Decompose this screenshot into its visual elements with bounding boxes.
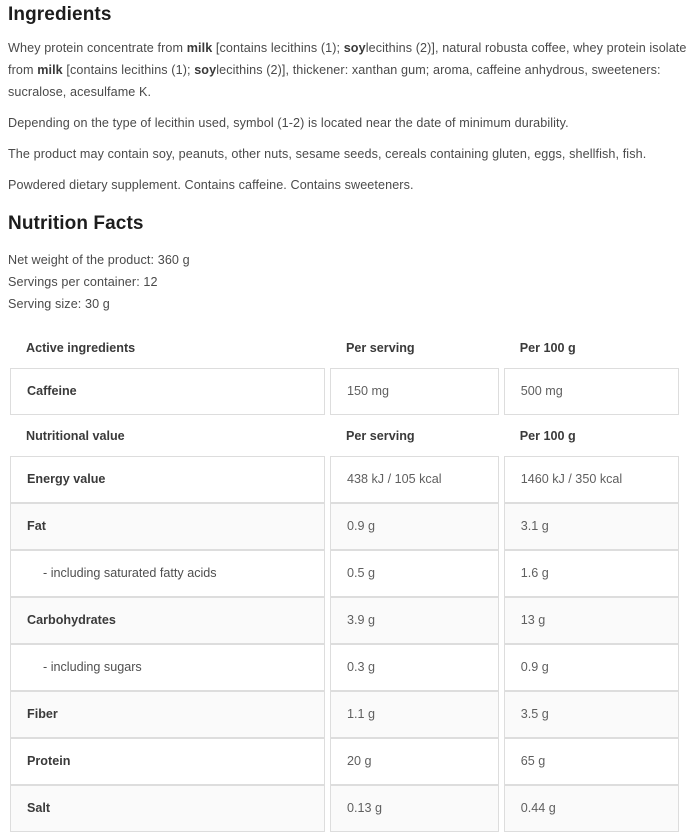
column-header-cell: Per serving xyxy=(330,415,499,456)
per-100g-cell: 3.1 g xyxy=(504,503,679,550)
per-100g-cell: 1460 kJ / 350 kcal xyxy=(504,456,679,503)
per-100g-cell: 3.5 g xyxy=(504,691,679,738)
allergen-emphasis: soy xyxy=(343,41,366,55)
table-row xyxy=(10,691,679,738)
column-header-cell: Per 100 g xyxy=(504,415,679,456)
net-weight-line: Net weight of the product: 360 g xyxy=(8,253,190,267)
row-label-cell: Fat xyxy=(10,503,325,550)
servings-per-container-line: Servings per container: 12 xyxy=(8,275,158,289)
composition-segment: [contains lecithins (1); xyxy=(62,63,195,77)
nutrition-table xyxy=(5,327,684,832)
composition-segment: lecithins (2)], natural robusta coffee, whey protein isolate from xyxy=(8,41,687,77)
nutrition-facts-heading: Nutrition Facts xyxy=(8,213,144,234)
row-label-cell: - including saturated fatty acids xyxy=(10,550,325,597)
per-100g-cell: 0.44 g xyxy=(504,785,679,832)
row-label-cell: Fiber xyxy=(10,691,325,738)
section-title-cell: Nutritional value xyxy=(10,415,325,456)
per-100g-cell: 13 g xyxy=(504,597,679,644)
per-serving-cell: 0.3 g xyxy=(330,644,499,691)
per-100g-cell: 0.9 g xyxy=(504,644,679,691)
row-label-cell: - including sugars xyxy=(10,644,325,691)
per-serving-cell: 20 g xyxy=(330,738,499,785)
table-row xyxy=(10,785,679,832)
composition-segment: lecithins (2)], thickener: xanthan gum; aroma, caffeine anhydrous, sweeteners: sucralose, acesulfame K. xyxy=(8,63,661,99)
row-label-cell: Salt xyxy=(10,785,325,832)
lecithin-note-text: Depending on the type of lecithin used, symbol (1-2) is located near the date of minimum durability. xyxy=(8,116,569,130)
serving-size-line: Serving size: 30 g xyxy=(8,297,110,311)
table-row xyxy=(10,550,679,597)
table-row xyxy=(10,597,679,644)
per-serving-cell: 3.9 g xyxy=(330,597,499,644)
table-row xyxy=(10,503,679,550)
table-row xyxy=(10,456,679,503)
allergen-emphasis: milk xyxy=(37,63,63,77)
composition-segment: [contains lecithins (1); xyxy=(212,41,344,55)
table-section-header-row xyxy=(10,327,679,368)
table-section-header-row xyxy=(10,415,679,456)
per-100g-cell: 1.6 g xyxy=(504,550,679,597)
per-100g-cell: 65 g xyxy=(504,738,679,785)
allergen-note-text: The product may contain soy, peanuts, other nuts, sesame seeds, cereals containing gluten, eggs, shellfish, fish. xyxy=(8,147,647,161)
per-serving-cell: 1.1 g xyxy=(330,691,499,738)
per-serving-cell: 0.5 g xyxy=(330,550,499,597)
ingredients-heading: Ingredients xyxy=(8,4,112,25)
column-header-cell: Per serving xyxy=(330,327,499,368)
supplement-note-text: Powdered dietary supplement. Contains caffeine. Contains sweeteners. xyxy=(8,178,414,192)
table-row xyxy=(10,644,679,691)
allergen-emphasis: soy xyxy=(194,63,217,77)
composition-segment: Whey protein concentrate from xyxy=(8,41,187,55)
table-row xyxy=(10,738,679,785)
per-serving-cell: 150 mg xyxy=(330,368,499,415)
row-label-cell: Protein xyxy=(10,738,325,785)
column-header-cell: Per 100 g xyxy=(504,327,679,368)
row-label-cell: Energy value xyxy=(10,456,325,503)
per-100g-cell: 500 mg xyxy=(504,368,679,415)
per-serving-cell: 438 kJ / 105 kcal xyxy=(330,456,499,503)
row-label-cell: Carbohydrates xyxy=(10,597,325,644)
section-title-cell: Active ingredients xyxy=(10,327,325,368)
ingredients-composition-text xyxy=(8,37,687,103)
allergen-emphasis: milk xyxy=(186,41,213,55)
per-serving-cell: 0.9 g xyxy=(330,503,499,550)
per-serving-cell: 0.13 g xyxy=(330,785,499,832)
table-row xyxy=(10,368,679,415)
row-label-cell: Caffeine xyxy=(10,368,325,415)
